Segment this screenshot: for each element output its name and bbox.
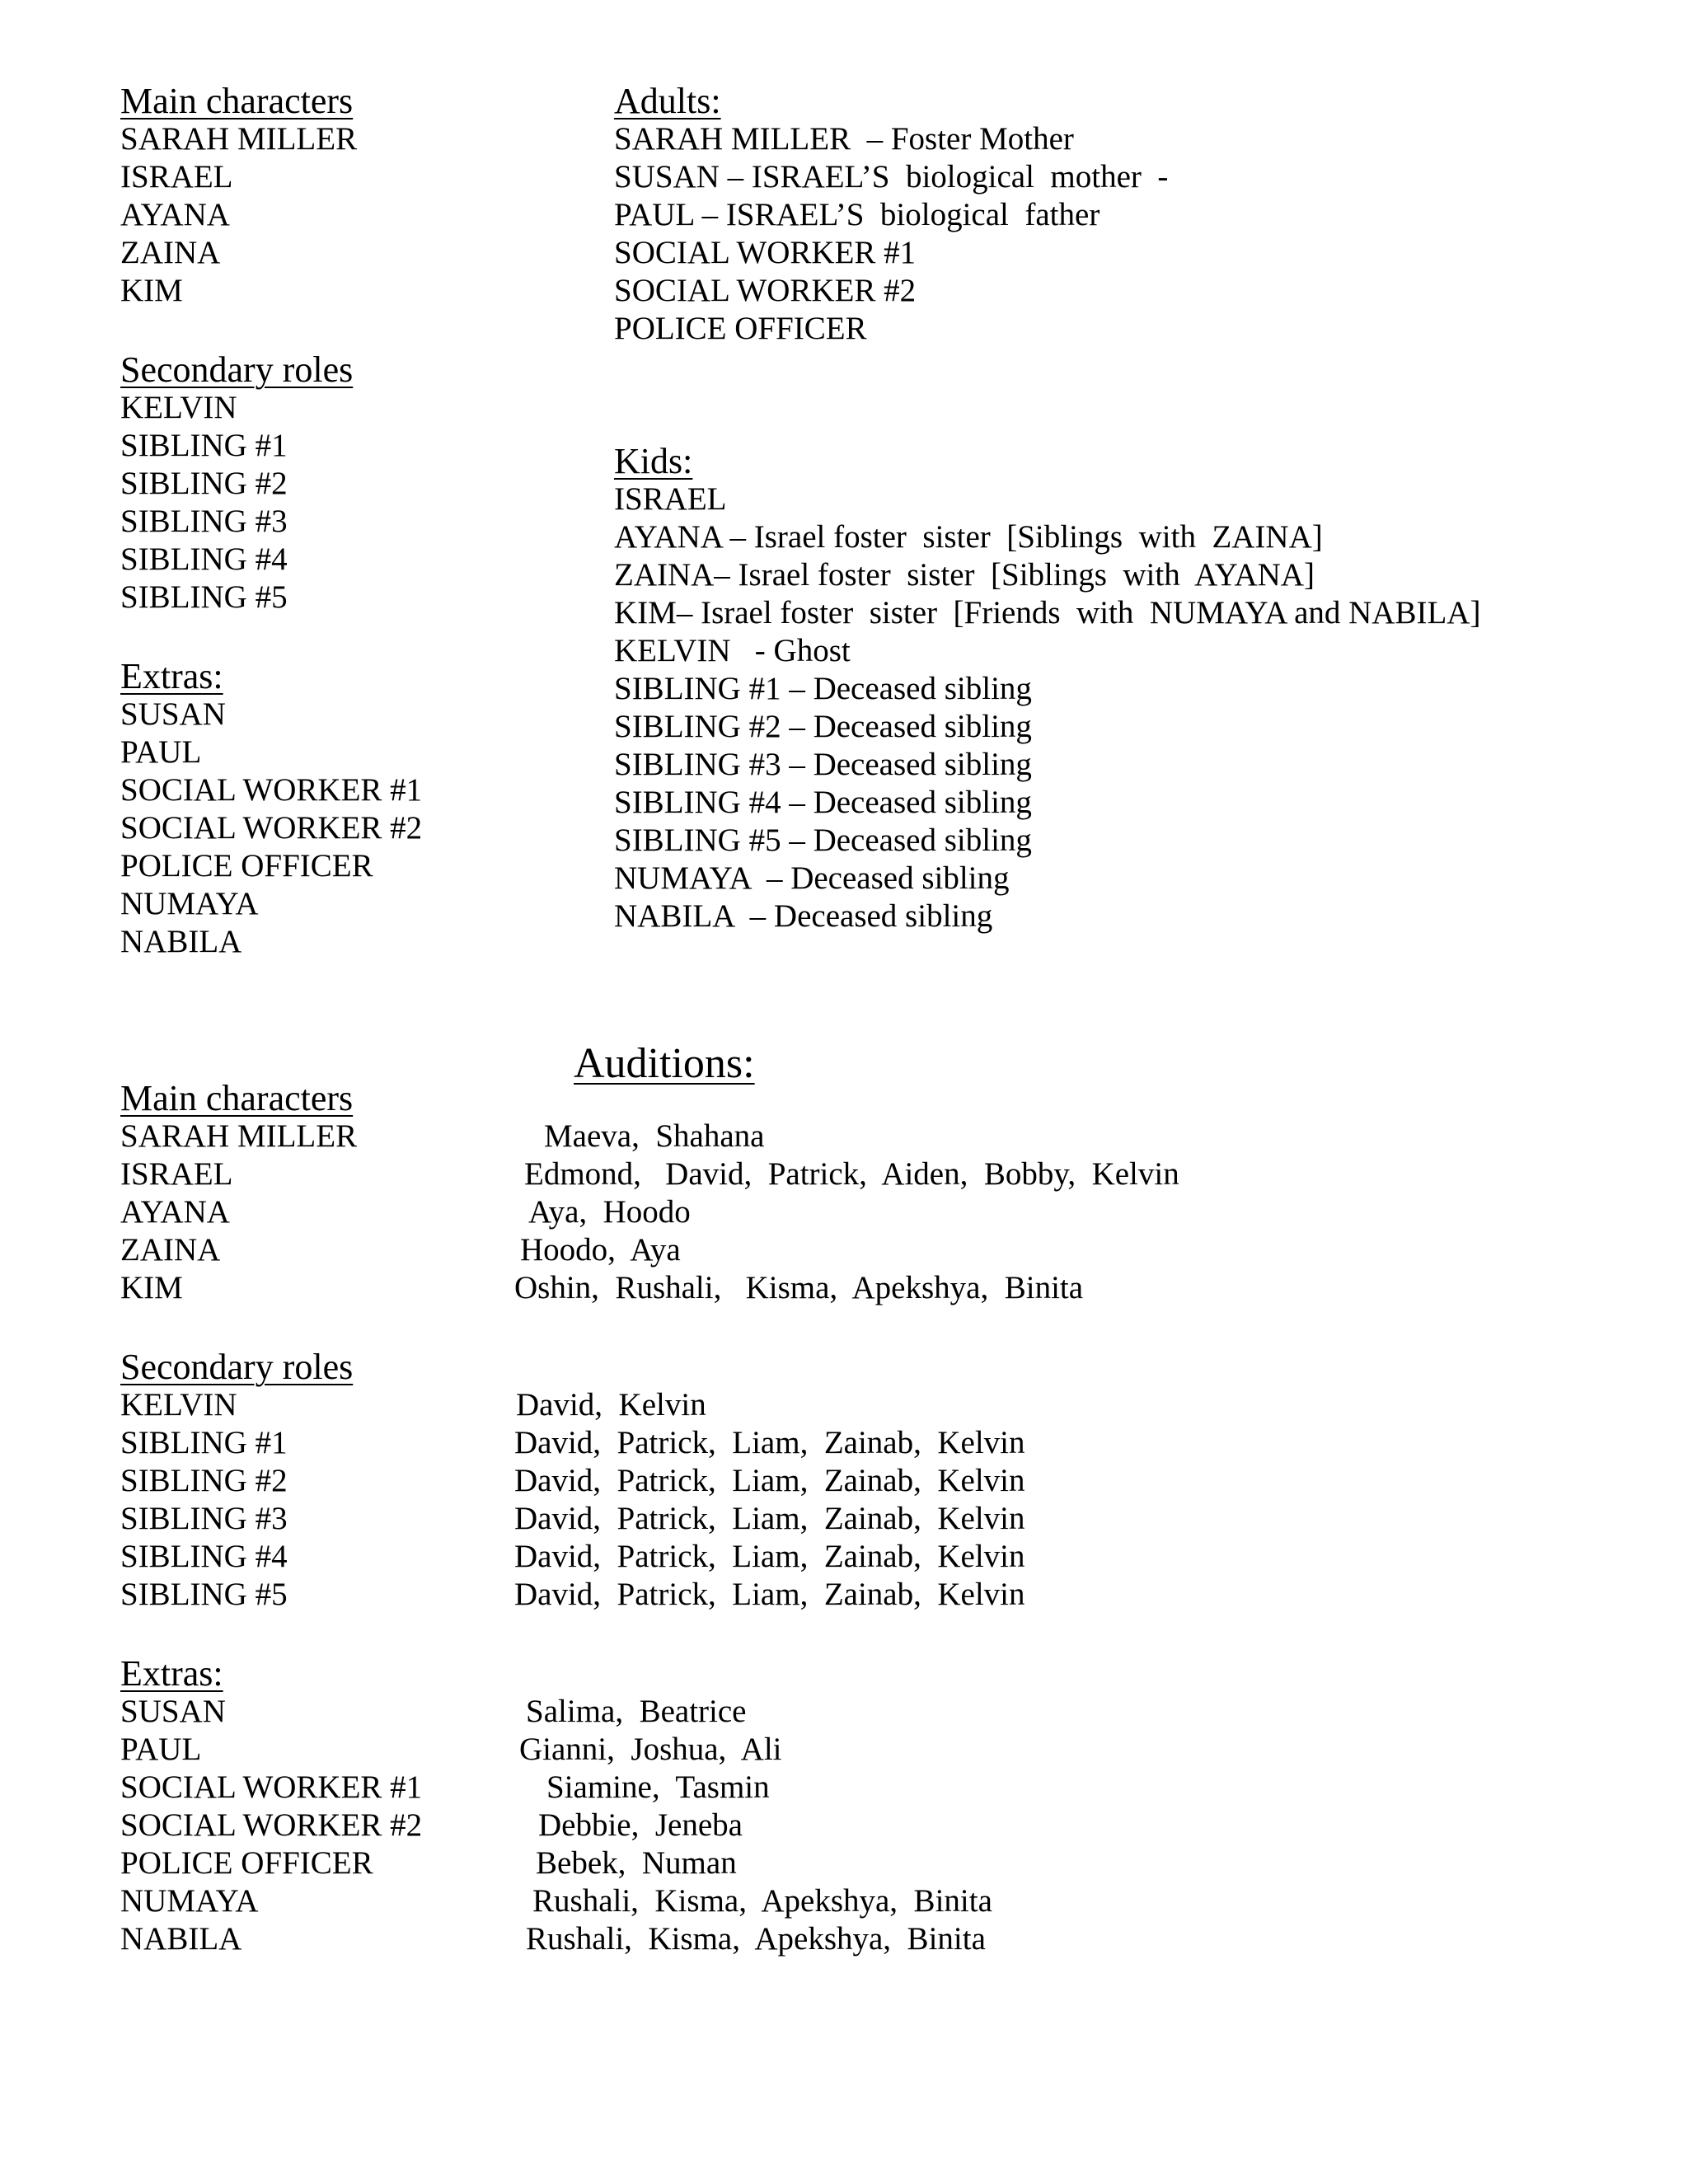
list-item: POLICE OFFICER	[120, 848, 373, 883]
audition-role: SOCIAL WORKER #2	[120, 1807, 423, 1843]
list-item: KIM	[120, 273, 183, 308]
audition-names: Bebek, Numan	[536, 1845, 737, 1881]
audition-names: Gianni, Joshua, Ali	[519, 1732, 782, 1767]
audition-names: David, Patrick, Liam, Zainab, Kelvin	[514, 1577, 1025, 1612]
list-item: SOCIAL WORKER #2	[614, 273, 917, 308]
audition-names: Oshin, Rushali, Kisma, Apekshya, Binita	[514, 1270, 1084, 1305]
list-item: SIBLING #5 – Deceased sibling	[614, 823, 1032, 858]
audition-names: David, Patrick, Liam, Zainab, Kelvin	[514, 1539, 1025, 1574]
audition-names: Hoodo, Aya	[520, 1232, 681, 1268]
audition-role: ISRAEL	[120, 1156, 233, 1192]
list-item: SIBLING #1	[120, 428, 288, 463]
list-item: SOCIAL WORKER #1	[120, 772, 423, 808]
secondary-roles-heading: Secondary roles	[120, 349, 354, 390]
list-item: POLICE OFFICER	[614, 311, 867, 346]
list-item: NABILA	[120, 924, 242, 959]
extras-heading: Extras:	[120, 656, 223, 696]
adults-heading: Adults:	[614, 81, 721, 121]
audition-role: PAUL	[120, 1732, 202, 1767]
audition-names: Siamine, Tasmin	[546, 1769, 770, 1805]
audition-names: Salima, Beatrice	[526, 1694, 747, 1729]
list-item: NABILA – Deceased sibling	[614, 898, 993, 934]
list-item: ZAINA– Israel foster sister [Siblings with AYANA]	[614, 557, 1315, 593]
audition-role: SARAH MILLER	[120, 1118, 358, 1154]
list-item: SUSAN – ISRAEL’S biological mother -	[614, 159, 1169, 194]
list-item: KELVIN - Ghost	[614, 633, 851, 668]
list-item: SARAH MILLER – Foster Mother	[614, 121, 1074, 157]
list-item: SIBLING #2	[120, 466, 288, 501]
audition-names: Rushali, Kisma, Apekshya, Binita	[526, 1921, 986, 1957]
list-item: KIM– Israel foster sister [Friends with NUMAYA and NABILA]	[614, 595, 1481, 630]
auditions-extras-heading: Extras:	[120, 1653, 223, 1694]
list-item: SIBLING #1 – Deceased sibling	[614, 671, 1032, 706]
audition-names: David, Kelvin	[516, 1387, 706, 1422]
audition-names: Maeva, Shahana	[544, 1118, 765, 1154]
audition-names: Rushali, Kisma, Apekshya, Binita	[532, 1883, 992, 1919]
list-item: SIBLING #4 – Deceased sibling	[614, 785, 1032, 820]
list-item: SOCIAL WORKER #1	[614, 235, 917, 270]
audition-role: SIBLING #3	[120, 1501, 288, 1536]
list-item: SIBLING #4	[120, 541, 288, 577]
audition-names: David, Patrick, Liam, Zainab, Kelvin	[514, 1463, 1025, 1498]
list-item: SIBLING #3 – Deceased sibling	[614, 747, 1032, 782]
list-item: SOCIAL WORKER #2	[120, 810, 423, 846]
audition-role: KELVIN	[120, 1387, 237, 1422]
kids-column	[614, 443, 1480, 935]
list-item: KELVIN	[120, 390, 237, 425]
audition-names: Edmond, David, Patrick, Aiden, Bobby, Kelvin	[524, 1156, 1179, 1192]
list-item: SIBLING #5	[120, 579, 288, 615]
audition-role: SIBLING #5	[120, 1577, 288, 1612]
audition-role: SIBLING #2	[120, 1463, 288, 1498]
audition-role: ZAINA	[120, 1232, 221, 1268]
audition-names: Debbie, Jeneba	[538, 1807, 743, 1843]
list-item: SARAH MILLER	[120, 121, 358, 157]
auditions-main-heading: Main characters	[120, 1078, 354, 1118]
main-characters-heading: Main characters	[120, 81, 354, 121]
list-item: AYANA	[120, 197, 230, 232]
list-item: ZAINA	[120, 235, 221, 270]
list-item: SIBLING #3	[120, 504, 288, 539]
list-item: PAUL – ISRAEL’S biological father	[614, 197, 1100, 232]
top-left-column	[120, 82, 422, 961]
list-item: AYANA – Israel foster sister [Siblings with ZAINA]	[614, 519, 1323, 555]
list-item: NUMAYA – Deceased sibling	[614, 860, 1010, 896]
list-item: SIBLING #2 – Deceased sibling	[614, 709, 1032, 744]
audition-role: KIM	[120, 1270, 183, 1305]
audition-names: David, Patrick, Liam, Zainab, Kelvin	[514, 1425, 1025, 1460]
list-item: ISRAEL	[614, 481, 727, 517]
audition-role: AYANA	[120, 1194, 230, 1230]
list-item: SUSAN	[120, 696, 226, 732]
audition-names: Aya, Hoodo	[528, 1194, 691, 1230]
auditions-title: Auditions:	[574, 1040, 755, 1087]
audition-names: David, Patrick, Liam, Zainab, Kelvin	[514, 1501, 1025, 1536]
audition-role: POLICE OFFICER	[120, 1845, 373, 1881]
list-item: PAUL	[120, 734, 202, 770]
kids-heading: Kids:	[614, 441, 693, 481]
audition-role: SOCIAL WORKER #1	[120, 1769, 423, 1805]
top-right-column	[614, 82, 1168, 348]
audition-role: NUMAYA	[120, 1883, 259, 1919]
audition-role: NABILA	[120, 1921, 242, 1957]
auditions-secondary-heading: Secondary roles	[120, 1347, 354, 1387]
auditions-roles-column	[120, 1080, 422, 1958]
audition-role: SIBLING #1	[120, 1425, 288, 1460]
audition-role: SIBLING #4	[120, 1539, 288, 1574]
list-item: ISRAEL	[120, 159, 233, 194]
audition-role: SUSAN	[120, 1694, 226, 1729]
list-item: NUMAYA	[120, 886, 259, 921]
